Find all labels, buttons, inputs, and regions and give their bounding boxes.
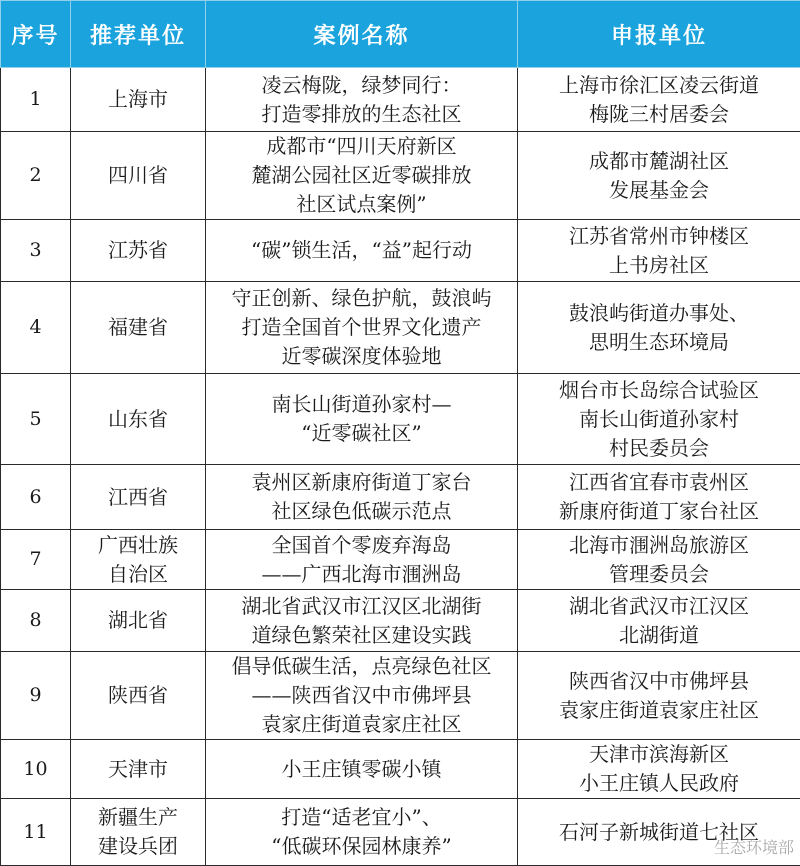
text-line: 凌云梅陇，绿梦同行： xyxy=(210,71,513,100)
text-line: 湖北省 xyxy=(75,606,201,635)
recommending-unit-cell xyxy=(71,132,206,220)
text-line: 打造全国首个世界文化遗产 xyxy=(210,313,513,342)
applicant-cell xyxy=(518,740,800,799)
text-line: 湖北省武汉市江汉区 xyxy=(522,592,796,621)
row-number: 6 xyxy=(1,465,71,530)
applicant-cell xyxy=(518,590,800,652)
text-line: 梅陇三村居委会 xyxy=(522,100,796,129)
recommending-unit-cell xyxy=(71,465,206,530)
text-line: 福建省 xyxy=(75,313,201,342)
text-line: 袁家庄街道袁家庄社区 xyxy=(522,696,796,725)
text-line: 守正创新、绿色护航，鼓浪屿 xyxy=(210,284,513,313)
text-line: 上海市 xyxy=(75,85,201,114)
case-name-cell xyxy=(206,132,518,220)
text-line: 思明生态环境局 xyxy=(522,328,796,357)
case-name-cell xyxy=(206,282,518,374)
table-row xyxy=(1,652,800,740)
applicant-cell xyxy=(518,68,800,132)
recommending-unit-cell xyxy=(71,740,206,799)
text-line: 山东省 xyxy=(75,405,201,434)
watermark: 生态环境部 xyxy=(714,835,794,858)
row-number: 10 xyxy=(1,740,71,799)
recommending-unit-cell xyxy=(71,530,206,590)
row-number: 11 xyxy=(1,799,71,866)
row-number: 9 xyxy=(1,652,71,740)
text-line: 管理委员会 xyxy=(522,560,796,589)
table-row xyxy=(1,465,800,530)
text-line: 上书房社区 xyxy=(522,251,796,280)
table-row xyxy=(1,68,800,132)
table-row xyxy=(1,282,800,374)
text-line: 建设兵团 xyxy=(75,832,201,861)
text-line: 江苏省 xyxy=(75,236,201,265)
text-line: 袁州区新康府街道丁家台 xyxy=(210,468,513,497)
text-line: 社区试点案例” xyxy=(210,190,513,219)
text-line: 陕西省 xyxy=(75,681,201,710)
recommending-unit-cell xyxy=(71,590,206,652)
text-line: 北湖街道 xyxy=(522,621,796,650)
header-row xyxy=(1,1,800,68)
applicant-cell xyxy=(518,374,800,465)
table-body xyxy=(1,68,800,866)
text-line: 社区绿色低碳示范点 xyxy=(210,497,513,526)
text-line: ——陕西省汉中市佛坪县 xyxy=(210,681,513,710)
text-line: 四川省 xyxy=(75,161,201,190)
header-case-name: 案例名称 xyxy=(206,1,518,68)
text-line: 道绿色繁荣社区建设实践 xyxy=(210,621,513,650)
recommending-unit-cell xyxy=(71,282,206,374)
applicant-cell xyxy=(518,220,800,282)
text-line: 成都市麓湖社区 xyxy=(522,147,796,176)
applicant-cell xyxy=(518,530,800,590)
header-applicant: 申报单位 xyxy=(518,1,800,68)
text-line: 发展基金会 xyxy=(522,176,796,205)
text-line: “近零碳社区” xyxy=(210,419,513,448)
table-row xyxy=(1,740,800,799)
recommending-unit-cell xyxy=(71,374,206,465)
row-number: 7 xyxy=(1,530,71,590)
table-row xyxy=(1,132,800,220)
text-line: 新疆生产 xyxy=(75,803,201,832)
row-number: 5 xyxy=(1,374,71,465)
table-row xyxy=(1,374,800,465)
applicant-cell xyxy=(518,282,800,374)
text-line: 袁家庄街道袁家庄社区 xyxy=(210,710,513,739)
text-line: 北海市涠洲岛旅游区 xyxy=(522,531,796,560)
recommending-unit-cell xyxy=(71,68,206,132)
text-line: 湖北省武汉市江汉区北湖街 xyxy=(210,592,513,621)
text-line: 鼓浪屿街道办事处、 xyxy=(522,299,796,328)
text-line: 成都市“四川天府新区 xyxy=(210,132,513,161)
text-line: 打造“适老宜小”、 xyxy=(210,803,513,832)
text-line: 自治区 xyxy=(75,560,201,589)
text-line: 全国首个零废弃海岛 xyxy=(210,531,513,560)
row-number: 4 xyxy=(1,282,71,374)
text-line: 打造零排放的生态社区 xyxy=(210,100,513,129)
recommending-unit-cell xyxy=(71,799,206,866)
recommending-unit-cell xyxy=(71,220,206,282)
text-line: 江西省宜春市袁州区 xyxy=(522,468,796,497)
text-line: 江苏省常州市钟楼区 xyxy=(522,222,796,251)
case-name-cell xyxy=(206,530,518,590)
text-line: 新康府街道丁家台社区 xyxy=(522,497,796,526)
text-line: 石河子新城街道七社区 xyxy=(522,818,796,847)
row-number: 3 xyxy=(1,220,71,282)
text-line: 近零碳深度体验地 xyxy=(210,342,513,371)
applicant-cell xyxy=(518,652,800,740)
text-line: 上海市徐汇区凌云街道 xyxy=(522,71,796,100)
case-name-cell xyxy=(206,465,518,530)
text-line: 倡导低碳生活，点亮绿色社区 xyxy=(210,652,513,681)
header-recommending-unit: 推荐单位 xyxy=(71,1,206,68)
text-line: 小王庄镇零碳小镇 xyxy=(210,755,513,784)
case-name-cell xyxy=(206,799,518,866)
header-no: 序号 xyxy=(1,1,71,68)
text-line: 广西壮族 xyxy=(75,531,201,560)
table-row xyxy=(1,530,800,590)
text-line: 南长山街道孙家村— xyxy=(210,390,513,419)
recommending-unit-cell xyxy=(71,652,206,740)
text-line: “碳”锁生活，“益”起行动 xyxy=(210,236,513,265)
row-number: 8 xyxy=(1,590,71,652)
text-line: 村民委员会 xyxy=(522,434,796,463)
text-line: ——广西北海市涠洲岛 xyxy=(210,560,513,589)
case-name-cell xyxy=(206,68,518,132)
applicant-cell xyxy=(518,132,800,220)
table-row xyxy=(1,590,800,652)
text-line: 小王庄镇人民政府 xyxy=(522,769,796,798)
text-line: 天津市 xyxy=(75,755,201,784)
case-name-cell xyxy=(206,652,518,740)
case-name-cell xyxy=(206,740,518,799)
text-line: 陕西省汉中市佛坪县 xyxy=(522,667,796,696)
case-name-cell xyxy=(206,374,518,465)
text-line: 南长山街道孙家村 xyxy=(522,405,796,434)
row-number: 2 xyxy=(1,132,71,220)
text-line: 江西省 xyxy=(75,483,201,512)
text-line: 天津市滨海新区 xyxy=(522,740,796,769)
case-name-cell xyxy=(206,590,518,652)
table-row xyxy=(1,220,800,282)
text-line: “低碳环保园林康养” xyxy=(210,832,513,861)
applicant-cell xyxy=(518,465,800,530)
case-name-cell xyxy=(206,220,518,282)
text-line: 麓湖公园社区近零碳排放 xyxy=(210,161,513,190)
table-row xyxy=(1,799,800,866)
row-number: 1 xyxy=(1,68,71,132)
text-line: 烟台市长岛综合试验区 xyxy=(522,376,796,405)
